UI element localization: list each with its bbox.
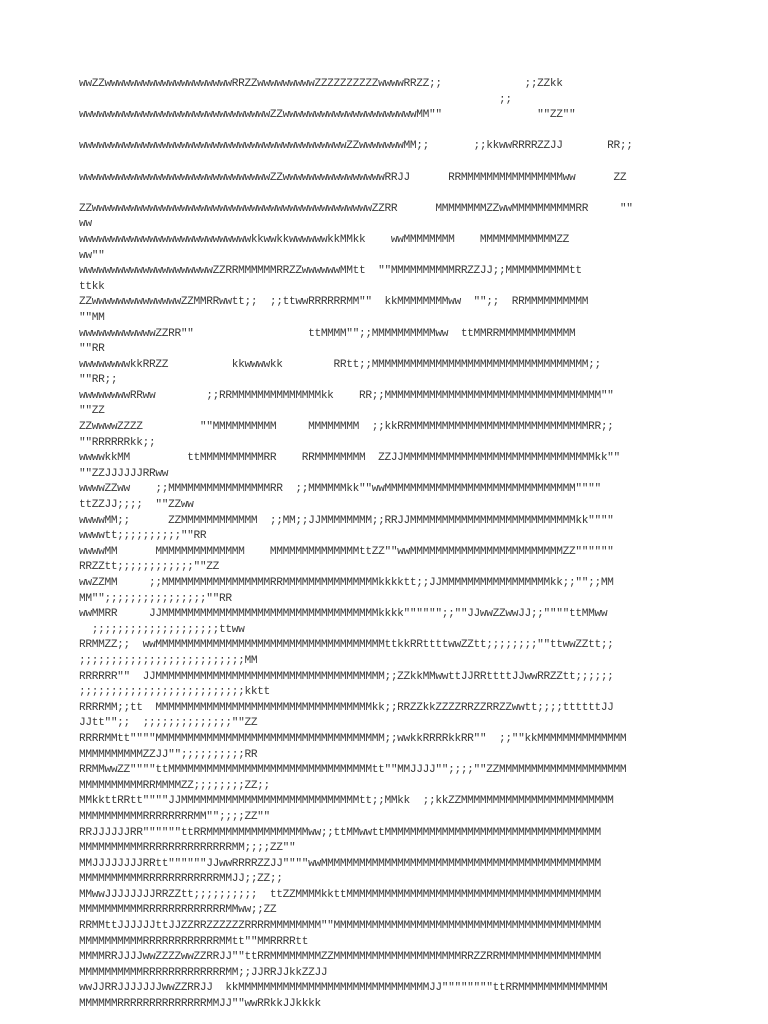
ascii-line: wwZZwwwwwwwwwwwwwwwwwwwwRRZZwwwwwwwwwZZZZZZZZZZwwwwRRZZ;; ;;ZZkk [79,78,563,90]
ascii-line: ""RR;; [79,374,118,387]
ascii-line: RRJJJJJJRR""""""ttRRMMMMMMMMMMMMMMMMww;;ttMMwwttMMMMMMMMMMMMMMMMMMMMMMMMMMMMMMMMMM [79,826,601,839]
ascii-line: MMMMMMMMMMRRRRRRRRRRRRMMJJ;;ZZ;; [79,873,283,886]
ascii-line: wwwwwwwwwwwwwwwwwwwwwwwwwwwwwwwwwwwwwwwwwwZZwwwwwwwMM;; ;;kkwwRRRRZZJJ RR;; [79,140,633,153]
ascii-line: wwwwwwwwwwwwZZRR"" ttMMMM"";;MMMMMMMMMMww ttMMRRMMMMMMMMMMMM [79,327,576,340]
ascii-line: RRZZtt;;;;;;;;;;;;""ZZ [79,561,219,574]
ascii-line: wwwwwwwwwwwwwwwwwwwwwwwwwwwwwwZZwwwwwwwwwwwwwwwwRRJJ RRMMMMMMMMMMMMMMMMww ZZ [79,171,627,184]
ascii-line: MMMMRRJJJJwwZZZZwwZZRRJJ""ttRRMMMMMMMMZZMMMMMMMMMMMMMMMMMMMMRRZZRRMMMMMMMMMMMMMMMM [79,951,601,964]
ascii-line: RRRRMMtt""""MMMMMMMMMMMMMMMMMMMMMMMMMMMMMMMMMMMM;;wwkkRRRRkkRR"" ;;""kkMMMMMMMMMMMMMM [79,732,627,745]
ascii-line: wwJJRRJJJJJJJwwZZRRJJ kkMMMMMMMMMMMMMMMMMMMMMMMMMMMMMMJJ""""""""ttRRMMMMMMMMMMMMMM [79,982,608,995]
ascii-line: ttkk [79,280,105,293]
ascii-line: ""ZZJJJJJJRRww [79,467,169,480]
ascii-line: MMMMMMMMMMRRRRRRRRMM"";;;;ZZ"" [79,810,270,823]
ascii-line: MMMMMMMMMMRRRRRRRRRRRRRMM;;JJRRJJkkZZJJ [79,966,328,979]
ascii-line: RRMMZZ;; wwMMMMMMMMMMMMMMMMMMMMMMMMMMMMMMMMMMMMttkkRRttttwwZZtt;;;;;;;;""ttwwZZtt;; [79,639,614,652]
ascii-line: RRMMwwZZ""""ttMMMMMMMMMMMMMMMMMMMMMMMMMMMMMMMMtt""MMJJJJ"";;;;""ZZMMMMMMMMMMMMMMMMMMMM [79,764,627,777]
ascii-line: ww"" [79,249,105,262]
ascii-line: MMMMMMMMMMRRRRRRRRRRRRMMtt""MMRRRRtt [79,935,309,948]
ascii-line: wwwwwwwwwwwwwwwwwwwwwZZRRMMMMMMRRZZwwwwwwMMtt ""MMMMMMMMMMRRZZJJ;;MMMMMMMMMMtt [79,265,582,278]
ascii-line: ""RRRRRRkk;; [79,436,156,449]
ascii-line: wwwwMM;; ZZMMMMMMMMMMMM ;;MM;;JJMMMMMMMM;;RRJJMMMMMMMMMMMMMMMMMMMMMMMMMMkk"""" [79,514,614,527]
ascii-line: wwwwwwwwwwwwwwwwwwwwwwwwwwwkkwwkkwwwwwwkkMMkk wwMMMMMMMM MMMMMMMMMMMMZZ [79,233,569,246]
ascii-line: wwwwtt;;;;;;;;;;""RR [79,530,207,543]
ascii-line: ttZZJJ;;;; ""ZZww [79,499,194,512]
ascii-line: JJtt"";; ;;;;;;;;;;;;;;""ZZ [79,717,258,730]
ascii-line: wwwwwwwwkkRRZZ kkwwwwkk RRtt;;MMMMMMMMMMMMMMMMMMMMMMMMMMMMMMMMMM;; [79,358,601,371]
ascii-line: RRRRRR"" JJMMMMMMMMMMMMMMMMMMMMMMMMMMMMMMMMMMMM;;ZZkkMMwwttJJRRttttJJwwRRZZtt;;;;;; [79,670,614,683]
ascii-line: ZZwwwwwwwwwwwwwwwwwwwwwwwwwwwwwwwwwwwwwwwwwwwwZZRR MMMMMMMMZZwwMMMMMMMMMMRR "" [79,202,633,215]
ascii-line: ZZwwwwwwwwwwwwwwZZMMRRwwtt;; ;;ttwwRRRRRRMM"" kkMMMMMMMMww "";; RRMMMMMMMMMM [79,296,589,309]
ascii-line: MMMMMMMMMMRRRRRRRRRRRRRRMM;;;;ZZ"" [79,842,296,855]
ascii-line: wwwwMM MMMMMMMMMMMMMM MMMMMMMMMMMMMMttZZ""wwMMMMMMMMMMMMMMMMMMMMMMMMZZ"""""" [79,545,614,558]
ascii-line: wwZZMM ;;MMMMMMMMMMMMMMMMMRRMMMMMMMMMMMMMMMkkkktt;;JJMMMMMMMMMMMMMMMMMkk;;"";;MM [79,577,614,589]
ascii-line: MMMMMMMMMMZZJJ"";;;;;;;;;;RR [79,748,258,761]
ascii-line: MMJJJJJJJJRRtt""""""JJwwRRRRZZJJ""""wwMMMMMMMMMMMMMMMMMMMMMMMMMMMMMMMMMMMMMMMMMMMM [79,857,601,870]
ascii-line: wwMMRR JJMMMMMMMMMMMMMMMMMMMMMMMMMMMMMMMMMMkkkk"""""";;""JJwwZZwwJJ;;""""ttMMww [79,608,608,621]
ascii-line: wwwwkkMM ttMMMMMMMMMMRR RRMMMMMMMM ZZJJMMMMMMMMMMMMMMMMMMMMMMMMMMMMMMkk"" [79,452,620,465]
ascii-line: ;;;;;;;;;;;;;;;;;;;;ttww [79,623,245,636]
ascii-line: wwwwZZww ;;MMMMMMMMMMMMMMMMRR ;;MMMMMMkk""wwMMMMMMMMMMMMMMMMMMMMMMMMMMMMMM"""" [79,483,601,496]
ascii-line: ZZwwwwZZZZ ""MMMMMMMMMM MMMMMMMM ;;kkRRMMMMMMMMMMMMMMMMMMMMMMMMMMMMRR;; [79,421,614,434]
ascii-line: MMMMMMRRRRRRRRRRRRRRMMJJ""wwRRkkJJkkkk [79,998,321,1011]
ascii-line: ;;;;;;;;;;;;;;;;;;;;;;;;;;MM [79,654,258,667]
ascii-line: ;; [79,93,512,106]
ascii-line: RRRRMM;;tt MMMMMMMMMMMMMMMMMMMMMMMMMMMMMMMMMMkk;;RRZZkkZZZZRRZZRRZZwwtt;;;;ttttttJJ [79,701,614,714]
ascii-art-text [79,77,768,1013]
ascii-line: ww [79,218,92,231]
ascii-line: wwwwwwwwwwwwwwwwwwwwwwwwwwwwwwZZwwwwwwwwwwwwwwwwwwwwwMM"" ""ZZ"" [79,109,576,122]
ascii-line: RRMMttJJJJJJttJJZZRRZZZZZZRRRRMMMMMMMM""MMMMMMMMMMMMMMMMMMMMMMMMMMMMMMMMMMMMMMMMMM [79,920,601,933]
ascii-line: MM"";;;;;;;;;;;;;;;;""RR [79,592,232,605]
ascii-line: wwwwwwwwRRww ;;RRMMMMMMMMMMMMMMkk RR;;MMMMMMMMMMMMMMMMMMMMMMMMMMMMMMMMMM"" [79,389,614,402]
ascii-line: MMkkttRRtt""""JJMMMMMMMMMMMMMMMMMMMMMMMMMMMMtt;;MMkk ;;kkZZMMMMMMMMMMMMMMMMMMMMMMMM [79,795,614,808]
ascii-line: ;;;;;;;;;;;;;;;;;;;;;;;;;;kktt [79,686,270,699]
ascii-line: ""RR [79,343,105,356]
ascii-line: MMMMMMMMMMRRMMMMZZ;;;;;;;;ZZ;; [79,779,270,792]
ascii-line: MMMMMMMMMMRRRRRRRRRRRRRMMww;;ZZ [79,904,277,917]
ascii-line: ""MM [79,311,105,324]
ascii-line: MMwwJJJJJJJJRRZZtt;;;;;;;;;; ttZZMMMMkkttMMMMMMMMMMMMMMMMMMMMMMMMMMMMMMMMMMMMMMMM [79,888,601,901]
ascii-line: ""ZZ [79,405,105,418]
